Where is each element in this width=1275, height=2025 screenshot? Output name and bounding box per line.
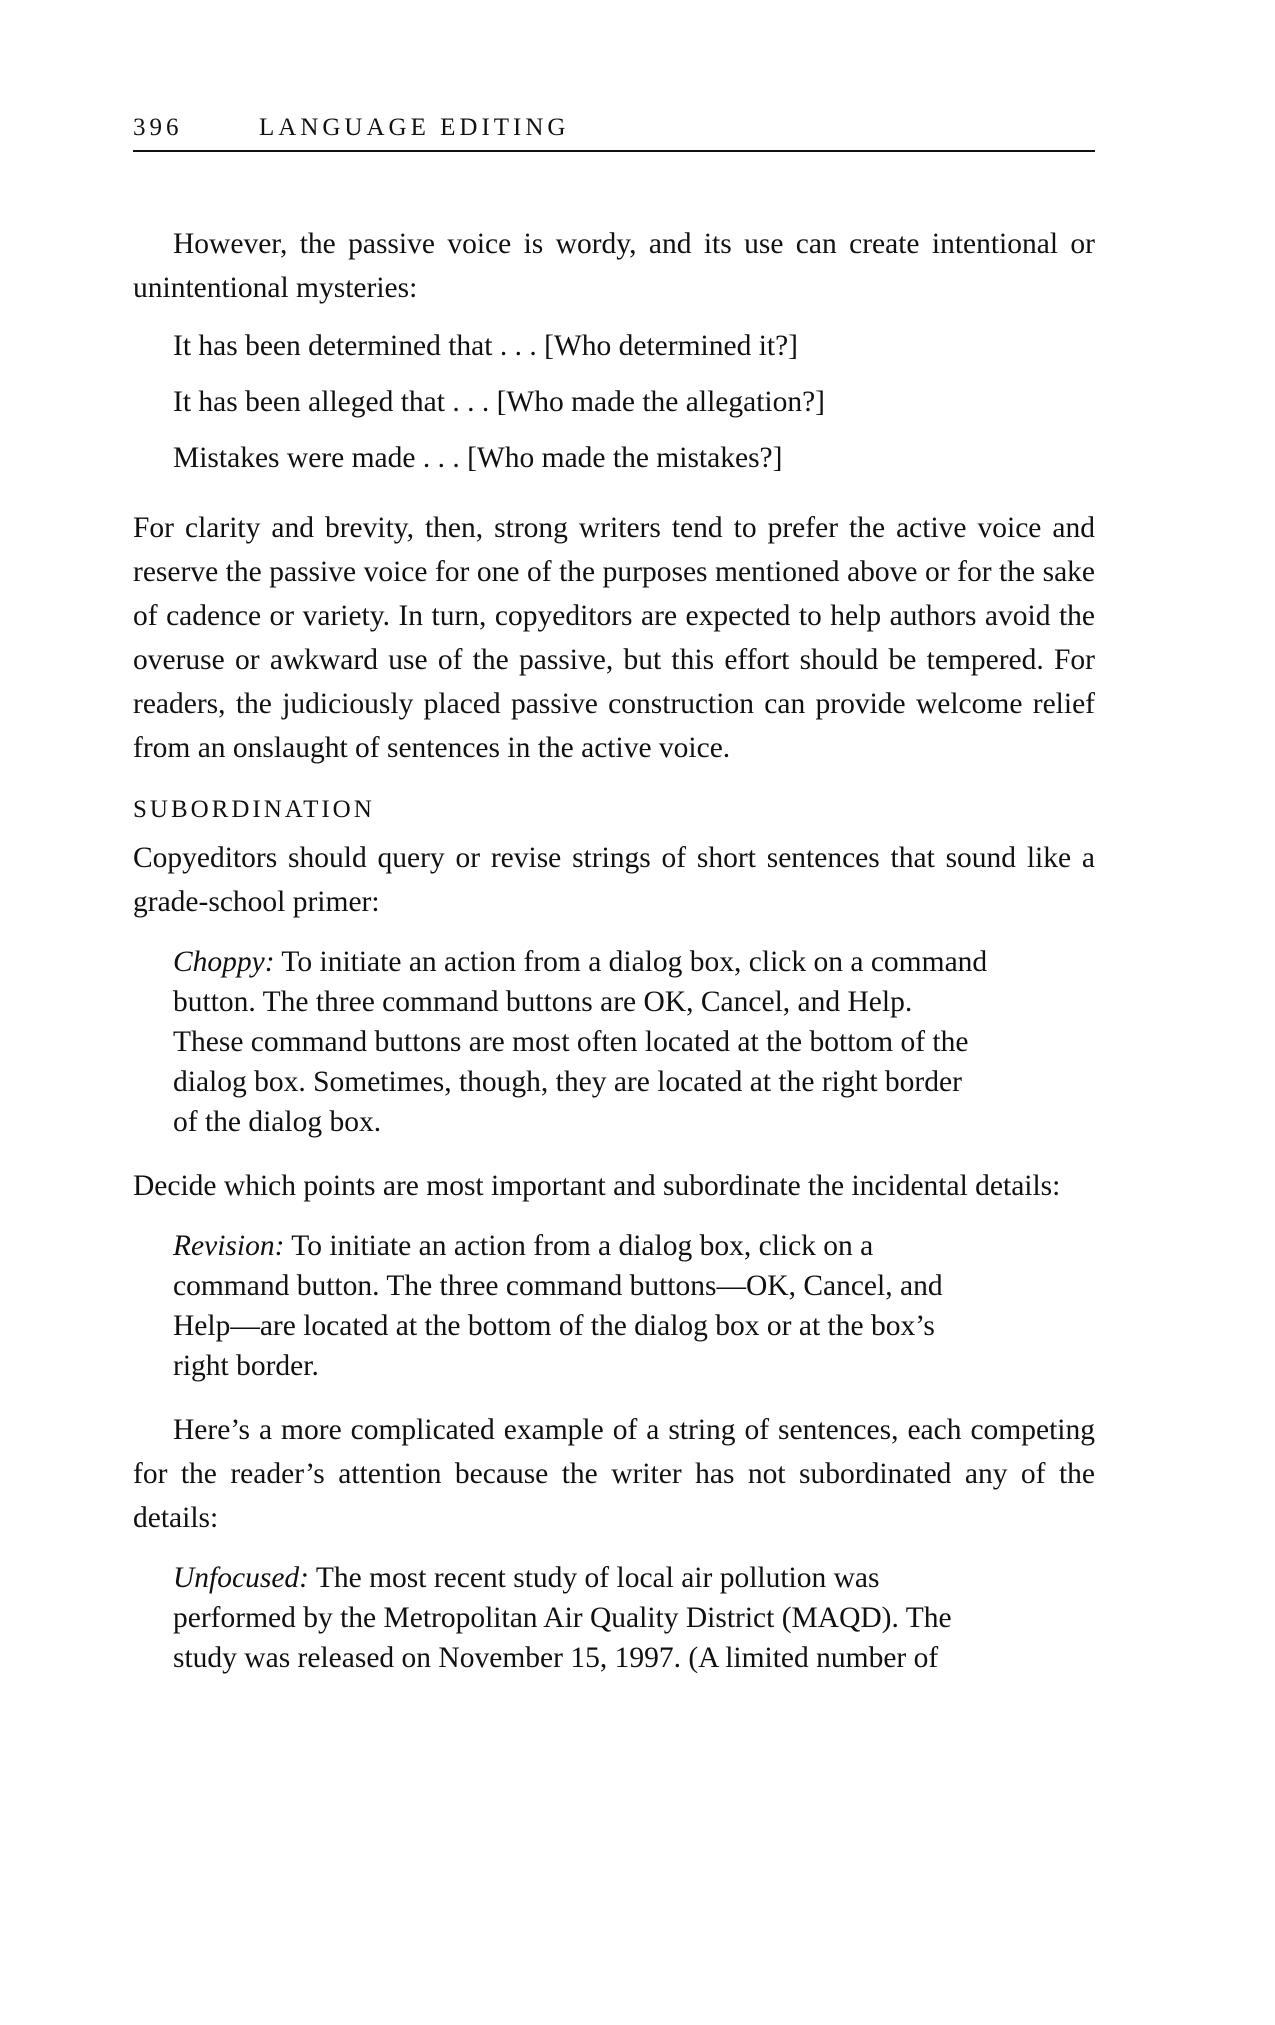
example-line: button. The three command buttons are OK, Cancel, and Help. (173, 986, 913, 1018)
example-line: It has been determined that . . . [Who determined it?] (173, 330, 799, 362)
example-line: Choppy: To initiate an action from a dialog box, click on a command (173, 946, 988, 978)
running-head-title: LANGUAGE EDITING (259, 114, 570, 141)
paragraph-complicated-example: Here’s a more complicated example of a string of sentences, each competing for the reader’s attention because the writer has not subordinated any of the details: (133, 1414, 1095, 1534)
example-line: of the dialog box. (173, 1106, 382, 1138)
section-heading: SUBORDINATION (133, 796, 375, 823)
example-line: right border. (173, 1350, 319, 1382)
example-line: It has been alleged that . . . [Who made the allegation?] (173, 386, 826, 418)
example-label: Unfocused: (173, 1562, 309, 1594)
running-head (133, 110, 1095, 152)
example-label: Choppy: (173, 946, 275, 978)
paragraph-decide-points: Decide which points are most important and subordinate the incidental details: (133, 1170, 1061, 1202)
example-revision (133, 1226, 1053, 1386)
paragraph-passive-mysteries: However, the passive voice is wordy, and its use can create intentional or unintentional mysteries: (133, 228, 1095, 304)
example-line: Mistakes were made . . . [Who made the mistakes?] (173, 442, 783, 474)
example-line: These command buttons are most often located at the bottom of the (173, 1026, 969, 1058)
page-number: 396 (133, 114, 183, 141)
body-text (133, 222, 1095, 1700)
paragraph-clarity-brevity: For clarity and brevity, then, strong writers tend to prefer the active voice and reserve the passive voice for one of the purposes mentioned above or for the sake of cadence or variety. In turn, copyeditors are expected to help authors avoid the overuse or awkward use of the passive, but this effort should be tempered. For readers, the judiciously placed passive construction can provide welcome relief from an onslaught of sentences in the active voice. (133, 512, 1095, 764)
example-line: Revision: To initiate an action from a dialog box, click on a (173, 1230, 874, 1262)
example-line: Help—are located at the bottom of the dialog box or at the box’s (173, 1310, 935, 1342)
example-line: Unfocused: The most recent study of local air pollution was (173, 1562, 880, 1594)
example-line: command button. The three command buttons—OK, Cancel, and (173, 1270, 943, 1302)
example-label: Revision: (173, 1230, 285, 1262)
example-line: performed by the Metropolitan Air Quality District (MAQD). The (173, 1602, 952, 1634)
example-line: study was released on November 15, 1997. (A limited number of (173, 1642, 939, 1674)
paragraph-copyeditors-query: Copyeditors should query or revise strings of short sentences that sound like a grade-school primer: (133, 842, 1095, 918)
example-unfocused (133, 1558, 1053, 1678)
example-choppy (133, 942, 1053, 1142)
example-line: dialog box. Sometimes, though, they are located at the right border (173, 1066, 962, 1098)
